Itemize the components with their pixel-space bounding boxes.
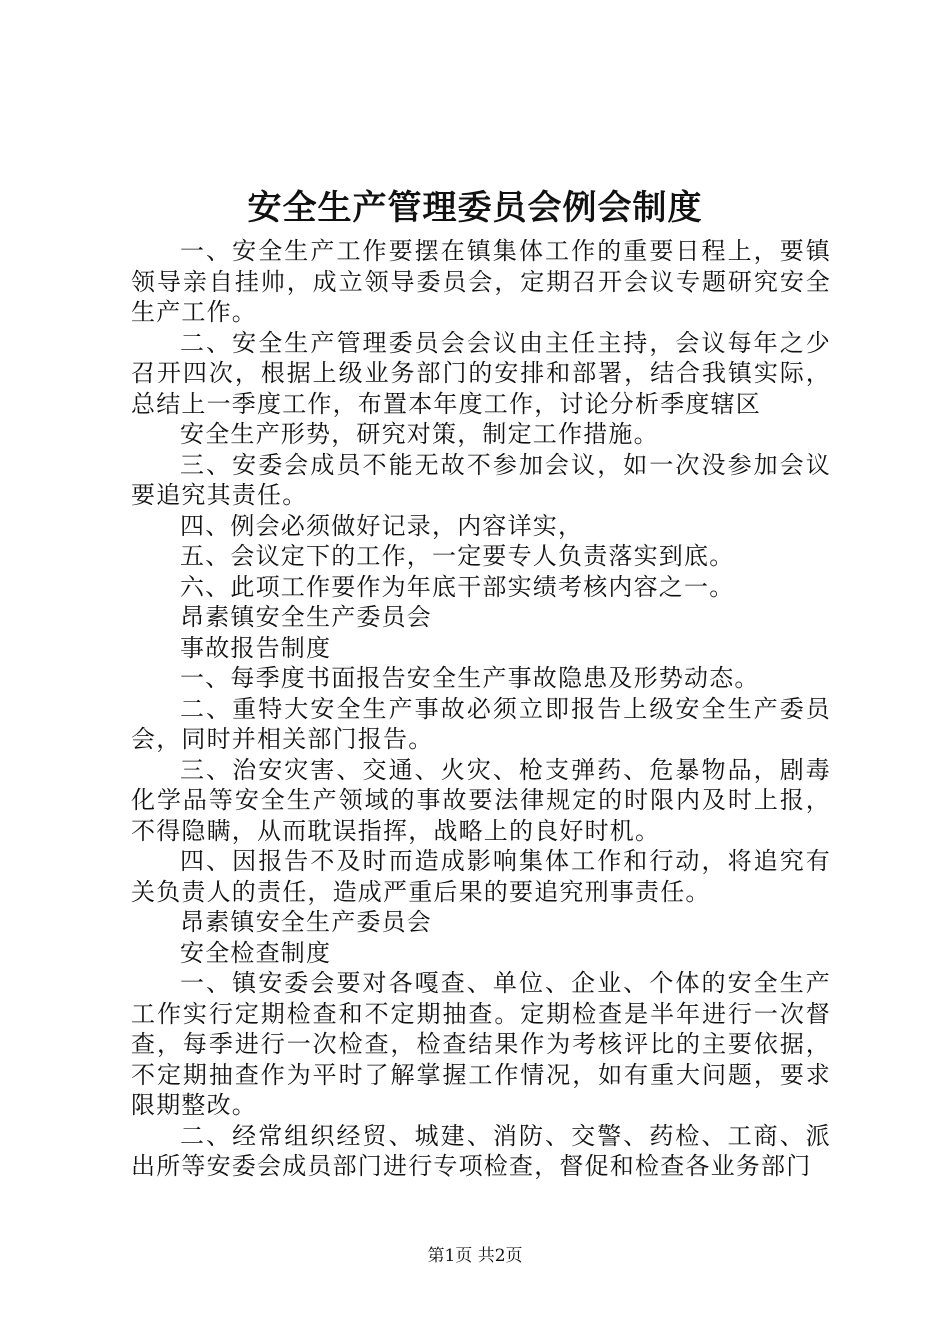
paragraph: 五、会议定下的工作，一定要专人负责落实到底。 [180, 542, 735, 570]
signature-line: 昂素镇安全生产委员会 [180, 603, 432, 631]
page-number: 第1页 共2页 [427, 1246, 523, 1266]
paragraph: 二、重特大安全生产事故必须立即报告上级安全生产委员会，同时并相关部门报告。 [131, 694, 831, 753]
paragraph: 六、此项工作要作为年底干部实绩考核内容之一。 [180, 572, 735, 601]
signature-line: 昂素镇安全生产委员会 [180, 908, 432, 936]
paragraph: 四、例会必须做好记录，内容详实， [180, 511, 584, 540]
document-title: 安全生产管理委员会例会制度 [247, 188, 703, 228]
document-body [131, 236, 831, 1182]
paragraph: 一、每季度书面报告安全生产事故隐患及形势动态。 [180, 664, 760, 692]
paragraph: 二、经常组织经贸、城建、消防、交警、药检、工商、派出所等安委会成员部门进行专项检查，督促和检查各业务部门 [131, 1121, 831, 1180]
paragraph: 安全生产形势，研究对策，制定工作措施。 [180, 420, 659, 448]
paragraph: 一、镇安委会要对各嘎查、单位、企业、个体的安全生产工作实行定期检查和不定期抽查。定期检查是半年进行一次督查，每季进行一次检查，检查结果作为考核评比的主要依据，不定期抽查作为平时了解掌握工作情况，如有重大问题，要求限期整改。 [131, 969, 831, 1119]
section-heading: 安全检查制度 [180, 938, 332, 967]
section-heading: 事故报告制度 [180, 633, 332, 662]
paragraph: 二、安全生产管理委员会会议由主任主持，会议每年之少召开四次，根据上级业务部门的安排和部署，结合我镇实际，总结上一季度工作，布置本年度工作，讨论分析季度辖区 [131, 328, 831, 418]
paragraph: 一、安全生产工作要摆在镇集体工作的重要日程上，要镇领导亲自挂帅，成立领导委员会，定期召开会议专题研究安全生产工作。 [131, 237, 831, 326]
paragraph: 三、治安灾害、交通、火灾、枪支弹药、危暴物品，剧毒化学品等安全生产领域的事故要法律规定的时限内及时上报，不得隐瞒，从而耽误指挥，战略上的良好时机。 [131, 755, 831, 845]
paragraph: 四、因报告不及时而造成影响集体工作和行动，将追究有关负责人的责任，造成严重后果的要追究刑事责任。 [131, 847, 831, 906]
paragraph: 三、安委会成员不能无故不参加会议，如一次没参加会议要追究其责任。 [131, 450, 831, 509]
